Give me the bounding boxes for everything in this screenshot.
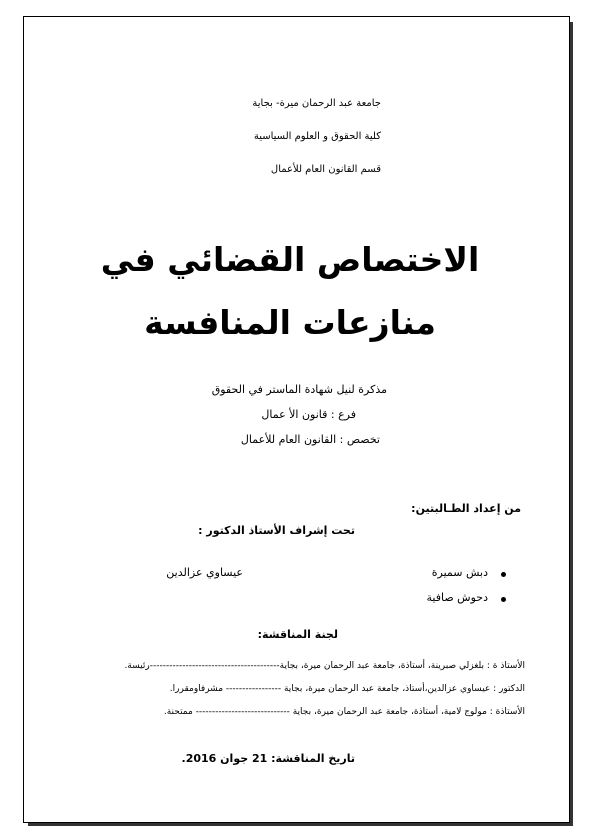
page-border-shadow <box>28 823 573 826</box>
degree-specialty: تخصص : القانون العام للأعمال <box>240 433 380 446</box>
degree-branch: فرع : قانون الأ عمال <box>261 408 356 421</box>
thesis-title-line-2: منازعات المنافسة <box>144 303 436 342</box>
committee-member: الأستاذ ة : بلغزلي صبرينة، أستاذة، جامعة عبد الرحمان ميرة، بجاية----------------------------------------رئيسة. <box>124 661 525 671</box>
students-heading: من إعداد الطـالبتين: <box>411 502 521 515</box>
faculty-name: كلية الحقوق و العلوم السياسية <box>253 131 381 142</box>
bullet-icon <box>501 597 506 602</box>
committee-heading: لجنة المناقشة: <box>257 628 338 641</box>
committee-member: الأستاذة : مولوج لامية، أستاذة، جامعة عبد الرحمان ميرة، بجاية ----------------------------- ممتحنة. <box>163 707 525 717</box>
defense-date: تاريخ المناقشة: 21 جوان 2016. <box>181 752 355 765</box>
supervisor-heading: تحت إشراف الأستاذ الدكتور : <box>198 524 355 537</box>
page-border-shadow <box>570 22 573 826</box>
committee-member: الدكتور : عيساوي عزالدين،أستاذ، جامعة عبد الرحمان ميرة، بجاية ----------------- مشرفاومقررا. <box>169 684 525 694</box>
university-name: جامعة عبد الرحمان ميرة- بجاية <box>252 98 381 109</box>
thesis-title-line-1: الاختصاص القضائي في <box>100 240 480 279</box>
bullet-icon <box>501 572 506 577</box>
student-name: دبش سميرة <box>431 566 488 579</box>
supervisor-name: عيساوي عزالدين <box>166 566 243 579</box>
department-name: قسم القانون العام للأعمال <box>270 164 381 175</box>
memoire-purpose: مذكرة لنيل شهادة الماستر في الحقوق <box>211 383 387 396</box>
student-name: دحوش صافية <box>426 591 488 604</box>
